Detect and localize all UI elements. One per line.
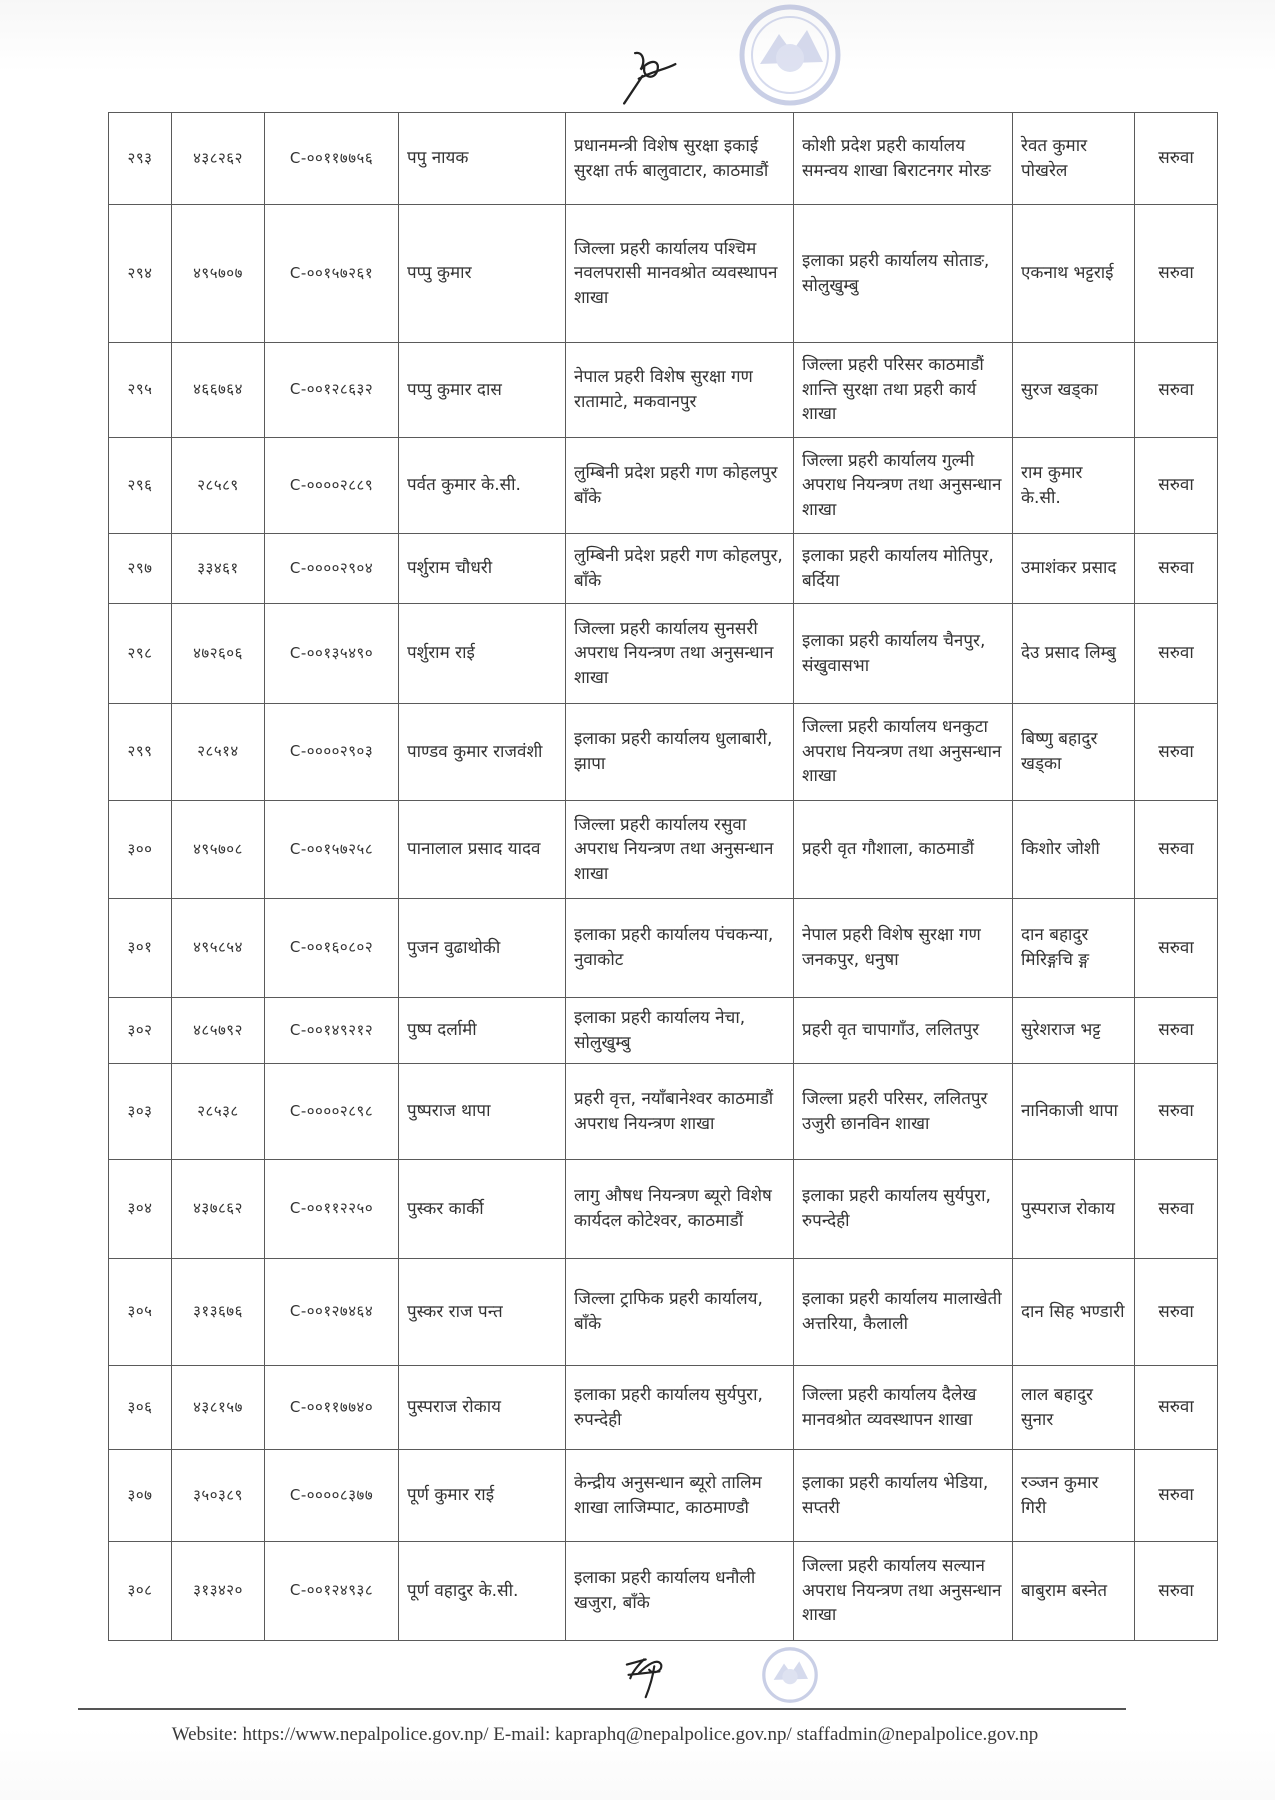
new-office-cell: इलाका प्रहरी कार्यालय सोताङ, सोलुखुम्बु bbox=[794, 205, 1013, 343]
employee-name-cell: पुष्पराज थापा bbox=[399, 1064, 566, 1160]
official-seal-icon bbox=[735, 0, 845, 110]
serial-number-cell: ३०० bbox=[109, 801, 172, 899]
employee-name-cell: पर्वत कुमार के.सी. bbox=[399, 438, 566, 534]
status-cell: सरुवा bbox=[1135, 534, 1218, 604]
employee-id-cell: ४९५७०७ bbox=[172, 205, 265, 343]
employee-id-cell: २८५१४ bbox=[172, 704, 265, 801]
code-number-cell: C-००११७७५६ bbox=[265, 113, 399, 205]
employee-name-cell: पाण्डव कुमार राजवंशी bbox=[399, 704, 566, 801]
status-cell: सरुवा bbox=[1135, 343, 1218, 438]
current-office-cell: इलाका प्रहरी कार्यालय धुलाबारी, झापा bbox=[566, 704, 794, 801]
serial-number-cell: ३०१ bbox=[109, 899, 172, 998]
code-number-cell: C-००१६०८०२ bbox=[265, 899, 399, 998]
serial-number-cell: २९५ bbox=[109, 343, 172, 438]
supervisor-cell: बाबुराम बस्नेत bbox=[1013, 1542, 1135, 1641]
supervisor-cell: रेवत कुमार पोखरेल bbox=[1013, 113, 1135, 205]
table-row bbox=[109, 1542, 1218, 1641]
new-office-cell: जिल्ला प्रहरी कार्यालय गुल्मी अपराध नियन्त्रण तथा अनुसन्धान शाखा bbox=[794, 438, 1013, 534]
status-cell: सरुवा bbox=[1135, 1259, 1218, 1366]
table-row bbox=[109, 113, 1218, 205]
current-office-cell: लुम्बिनी प्रदेश प्रहरी गण कोहलपुर, बाँके bbox=[566, 534, 794, 604]
status-cell: सरुवा bbox=[1135, 205, 1218, 343]
employee-name-cell: पानालाल प्रसाद यादव bbox=[399, 801, 566, 899]
employee-name-cell: पपु नायक bbox=[399, 113, 566, 205]
serial-number-cell: २९४ bbox=[109, 205, 172, 343]
table-row bbox=[109, 205, 1218, 343]
serial-number-cell: ३०८ bbox=[109, 1542, 172, 1641]
employee-name-cell: पुस्कर कार्की bbox=[399, 1160, 566, 1259]
current-office-cell: प्रहरी वृत्त, नयाँबानेश्वर काठमाडौं अपराध नियन्त्रण शाखा bbox=[566, 1064, 794, 1160]
table-row bbox=[109, 1450, 1218, 1542]
current-office-cell: जिल्ला प्रहरी कार्यालय सुनसरी अपराध नियन्त्रण तथा अनुसन्धान शाखा bbox=[566, 604, 794, 704]
supervisor-cell: दान सिह भण्डारी bbox=[1013, 1259, 1135, 1366]
new-office-cell: नेपाल प्रहरी विशेष सुरक्षा गण जनकपुर, धनुषा bbox=[794, 899, 1013, 998]
new-office-cell: इलाका प्रहरी कार्यालय मालाखेती अत्तरिया, कैलाली bbox=[794, 1259, 1013, 1366]
code-number-cell: C-००१३५४९० bbox=[265, 604, 399, 704]
employee-id-cell: ४९५७०८ bbox=[172, 801, 265, 899]
code-number-cell: C-००१५७२६१ bbox=[265, 205, 399, 343]
serial-number-cell: २९८ bbox=[109, 604, 172, 704]
new-office-cell: प्रहरी वृत गौशाला, काठमाडौं bbox=[794, 801, 1013, 899]
new-office-cell: जिल्ला प्रहरी परिसर, ललितपुर उजुरी छानविन शाखा bbox=[794, 1064, 1013, 1160]
table-row bbox=[109, 1160, 1218, 1259]
new-office-cell: प्रहरी वृत चापागाँउ, ललितपुर bbox=[794, 998, 1013, 1064]
new-office-cell: कोशी प्रदेश प्रहरी कार्यालय समन्वय शाखा बिराटनगर मोरङ bbox=[794, 113, 1013, 205]
supervisor-cell: एकनाथ भट्टराई bbox=[1013, 205, 1135, 343]
status-cell: सरुवा bbox=[1135, 604, 1218, 704]
new-office-cell: इलाका प्रहरी कार्यालय मोतिपुर, बर्दिया bbox=[794, 534, 1013, 604]
employee-id-cell: ३१३४२० bbox=[172, 1542, 265, 1641]
supervisor-cell: सुरज खड्का bbox=[1013, 343, 1135, 438]
current-office-cell: इलाका प्रहरी कार्यालय पंचकन्या, नुवाकोट bbox=[566, 899, 794, 998]
employee-name-cell: पर्शुराम चौधरी bbox=[399, 534, 566, 604]
status-cell: सरुवा bbox=[1135, 1064, 1218, 1160]
serial-number-cell: २९९ bbox=[109, 704, 172, 801]
serial-number-cell: ३०६ bbox=[109, 1366, 172, 1450]
status-cell: सरुवा bbox=[1135, 1160, 1218, 1259]
employee-name-cell: पुजन वुढाथोकी bbox=[399, 899, 566, 998]
current-office-cell: जिल्ला प्रहरी कार्यालय रसुवा अपराध नियन्त्रण तथा अनुसन्धान शाखा bbox=[566, 801, 794, 899]
employee-name-cell: पप्पु कुमार bbox=[399, 205, 566, 343]
table-body bbox=[109, 113, 1218, 1641]
serial-number-cell: २९६ bbox=[109, 438, 172, 534]
supervisor-cell: बिष्णु बहादुर खड्का bbox=[1013, 704, 1135, 801]
table-row bbox=[109, 998, 1218, 1064]
signature-icon bbox=[615, 44, 679, 108]
table-row bbox=[109, 534, 1218, 604]
employee-name-cell: पप्पु कुमार दास bbox=[399, 343, 566, 438]
code-number-cell: C-००१२४९३८ bbox=[265, 1542, 399, 1641]
employee-id-cell: २८५३८ bbox=[172, 1064, 265, 1160]
employee-id-cell: ४७२६०६ bbox=[172, 604, 265, 704]
code-number-cell: C-००००२८९८ bbox=[265, 1064, 399, 1160]
status-cell: सरुवा bbox=[1135, 1450, 1218, 1542]
serial-number-cell: ३०३ bbox=[109, 1064, 172, 1160]
supervisor-cell: सुरेशराज भट्ट bbox=[1013, 998, 1135, 1064]
serial-number-cell: २९७ bbox=[109, 534, 172, 604]
new-office-cell: इलाका प्रहरी कार्यालय भेडिया, सप्तरी bbox=[794, 1450, 1013, 1542]
current-office-cell: लुम्बिनी प्रदेश प्रहरी गण कोहलपुर बाँके bbox=[566, 438, 794, 534]
supervisor-cell: पुस्पराज रोकाय bbox=[1013, 1160, 1135, 1259]
serial-number-cell: ३०५ bbox=[109, 1259, 172, 1366]
supervisor-cell: राम कुमार के.सी. bbox=[1013, 438, 1135, 534]
footer-contact: Website: https://www.nepalpolice.gov.np/ E-mail: kapraphq@nepalpolice.gov.np/ staffadmin@nepalpolice.gov.np bbox=[171, 1724, 1039, 1745]
serial-number-cell: ३०४ bbox=[109, 1160, 172, 1259]
supervisor-cell: रञ्जन कुमार गिरी bbox=[1013, 1450, 1135, 1542]
transfer-table bbox=[108, 112, 1218, 1641]
table-row bbox=[109, 1366, 1218, 1450]
table-row bbox=[109, 1259, 1218, 1366]
status-cell: सरुवा bbox=[1135, 704, 1218, 801]
code-number-cell: C-००१२७४६४ bbox=[265, 1259, 399, 1366]
current-office-cell: इलाका प्रहरी कार्यालय धनौली खजुरा, बाँके bbox=[566, 1542, 794, 1641]
employee-name-cell: पूर्ण वहादुर के.सी. bbox=[399, 1542, 566, 1641]
employee-id-cell: ४३७८६२ bbox=[172, 1160, 265, 1259]
official-seal-bottom-icon bbox=[760, 1645, 820, 1705]
employee-id-cell: ४६६७६४ bbox=[172, 343, 265, 438]
table-row bbox=[109, 604, 1218, 704]
table-row bbox=[109, 704, 1218, 801]
new-office-cell: इलाका प्रहरी कार्यालय सुर्यपुरा, रुपन्देही bbox=[794, 1160, 1013, 1259]
code-number-cell: C-००११७७४० bbox=[265, 1366, 399, 1450]
footer-divider bbox=[78, 1708, 1126, 1710]
code-number-cell: C-००००२९०४ bbox=[265, 534, 399, 604]
supervisor-cell: दान बहादुर मिरिङ्गचि ङ्ग bbox=[1013, 899, 1135, 998]
current-office-cell: नेपाल प्रहरी विशेष सुरक्षा गण रातामाटे, मकवानपुर bbox=[566, 343, 794, 438]
new-office-cell: जिल्ला प्रहरी कार्यालय धनकुटा अपराध नियन्त्रण तथा अनुसन्धान शाखा bbox=[794, 704, 1013, 801]
status-cell: सरुवा bbox=[1135, 998, 1218, 1064]
current-office-cell: इलाका प्रहरी कार्यालय नेचा, सोलुखुम्बु bbox=[566, 998, 794, 1064]
current-office-cell: जिल्ला ट्राफिक प्रहरी कार्यालय, बाँके bbox=[566, 1259, 794, 1366]
employee-id-cell: ४३८२६२ bbox=[172, 113, 265, 205]
code-number-cell: C-००००८३७७ bbox=[265, 1450, 399, 1542]
employee-id-cell: ४९५८५४ bbox=[172, 899, 265, 998]
code-number-cell: C-००१२८६३२ bbox=[265, 343, 399, 438]
status-cell: सरुवा bbox=[1135, 1542, 1218, 1641]
code-number-cell: C-००००२८८९ bbox=[265, 438, 399, 534]
new-office-cell: जिल्ला प्रहरी कार्यालय सल्यान अपराध नियन्त्रण तथा अनुसन्धान शाखा bbox=[794, 1542, 1013, 1641]
code-number-cell: C-००११२२५० bbox=[265, 1160, 399, 1259]
new-office-cell: इलाका प्रहरी कार्यालय चैनपुर, संखुवासभा bbox=[794, 604, 1013, 704]
supervisor-cell: किशोर जोशी bbox=[1013, 801, 1135, 899]
code-number-cell: C-००१५७२५८ bbox=[265, 801, 399, 899]
employee-name-cell: पुस्पराज रोकाय bbox=[399, 1366, 566, 1450]
table-row bbox=[109, 1064, 1218, 1160]
code-number-cell: C-००१४९२१२ bbox=[265, 998, 399, 1064]
current-office-cell: प्रधानमन्त्री विशेष सुरक्षा इकाई सुरक्षा तर्फ बालुवाटार, काठमाडौं bbox=[566, 113, 794, 205]
status-cell: सरुवा bbox=[1135, 801, 1218, 899]
status-cell: सरुवा bbox=[1135, 899, 1218, 998]
status-cell: सरुवा bbox=[1135, 438, 1218, 534]
supervisor-cell: नानिकाजी थापा bbox=[1013, 1064, 1135, 1160]
employee-id-cell: ३५०३८९ bbox=[172, 1450, 265, 1542]
table-row bbox=[109, 343, 1218, 438]
supervisor-cell: देउ प्रसाद लिम्बु bbox=[1013, 604, 1135, 704]
table-row bbox=[109, 899, 1218, 998]
current-office-cell: इलाका प्रहरी कार्यालय सुर्यपुरा, रुपन्देही bbox=[566, 1366, 794, 1450]
employee-id-cell: ३३४६१ bbox=[172, 534, 265, 604]
table-row bbox=[109, 801, 1218, 899]
serial-number-cell: ३०२ bbox=[109, 998, 172, 1064]
new-office-cell: जिल्ला प्रहरी परिसर काठमाडौं शान्ति सुरक्षा तथा प्रहरी कार्य शाखा bbox=[794, 343, 1013, 438]
status-cell: सरुवा bbox=[1135, 1366, 1218, 1450]
employee-id-cell: ४८५७९२ bbox=[172, 998, 265, 1064]
employee-id-cell: ४३८१५७ bbox=[172, 1366, 265, 1450]
employee-name-cell: पूर्ण कुमार राई bbox=[399, 1450, 566, 1542]
serial-number-cell: २९३ bbox=[109, 113, 172, 205]
supervisor-cell: लाल बहादुर सुनार bbox=[1013, 1366, 1135, 1450]
code-number-cell: C-००००२९०३ bbox=[265, 704, 399, 801]
current-office-cell: केन्द्रीय अनुसन्धान ब्यूरो तालिम शाखा लाजिम्पाट, काठमाण्डौ bbox=[566, 1450, 794, 1542]
employee-name-cell: पुष्प दर्लामी bbox=[399, 998, 566, 1064]
employee-name-cell: पुस्कर राज पन्त bbox=[399, 1259, 566, 1366]
current-office-cell: जिल्ला प्रहरी कार्यालय पश्चिम नवलपरासी मानवश्रोत व्यवस्थापन शाखा bbox=[566, 205, 794, 343]
signature-bottom-icon bbox=[620, 1646, 680, 1702]
current-office-cell: लागु औषध नियन्त्रण ब्यूरो विशेष कार्यदल कोटेश्वर, काठमाडौं bbox=[566, 1160, 794, 1259]
serial-number-cell: ३०७ bbox=[109, 1450, 172, 1542]
employee-id-cell: ३१३६७६ bbox=[172, 1259, 265, 1366]
employee-id-cell: २८५८९ bbox=[172, 438, 265, 534]
employee-name-cell: पर्शुराम राई bbox=[399, 604, 566, 704]
supervisor-cell: उमाशंकर प्रसाद bbox=[1013, 534, 1135, 604]
status-cell: सरुवा bbox=[1135, 113, 1218, 205]
new-office-cell: जिल्ला प्रहरी कार्यालय दैलेख मानवश्रोत व्यवस्थापन शाखा bbox=[794, 1366, 1013, 1450]
table-row bbox=[109, 438, 1218, 534]
